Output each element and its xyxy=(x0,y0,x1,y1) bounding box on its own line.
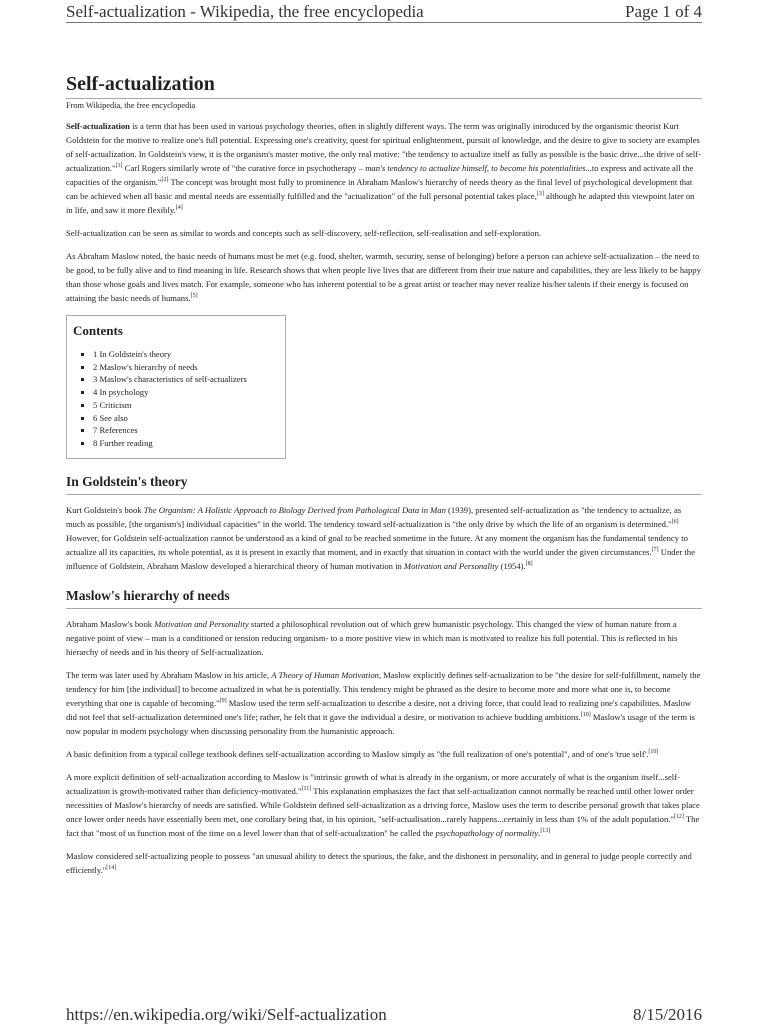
toc-item[interactable]: ▪ 3 Maslow's characteristics of self-actualizers xyxy=(93,373,279,386)
citation-link[interactable]: [13] xyxy=(540,827,551,834)
citation-link[interactable]: [14] xyxy=(106,864,117,871)
maslow-paragraph-4: A more explicit definition of self-actualization according to Maslow is "intrinsic growth of what is already in the organism, or more accurately of what is the organism itself...self-actualization is growth-motivated rather than deficiency-motivated."[11] This explanation emphasizes the fact that self-actualization cannot normally be reached until other lower order necessities of Maslow's hierarchy of needs are satisfied. While Goldstein defined self-actualization as a driving force, Maslow uses the term to describe personal growth that takes place once lower order needs have essentially been met, one corollary being that, in his opinion, "self-actualisation...rarely happens...certainly in less than 1% of the adult population."[12] The fact that "most of us function most of the time on a level lower than that of self-actualization" he called the psychopathology of normality.[13] xyxy=(66,771,700,838)
header-page-number: Page 1 of 4 xyxy=(625,2,702,21)
footer-date: 8/15/2016 xyxy=(633,1005,702,1024)
citation-link[interactable]: [11] xyxy=(301,785,312,792)
article-body xyxy=(66,72,702,886)
toc-item[interactable]: ▪ 1 In Goldstein's theory xyxy=(93,348,279,361)
section-heading-maslow: Maslow's hierarchy of needs xyxy=(66,587,702,609)
citation-link[interactable]: [7] xyxy=(651,546,659,553)
page-header xyxy=(66,2,702,23)
citation-link[interactable]: [9] xyxy=(219,697,227,704)
toc-list xyxy=(73,348,279,450)
citation-link[interactable]: [2] xyxy=(161,177,169,184)
article-source: From Wikipedia, the free encyclopedia xyxy=(66,101,196,110)
citation-link[interactable]: [4] xyxy=(175,205,183,212)
maslow-paragraph-5: Maslow considered self-actualizing people to possess "an unusual ability to detect the spurious, the fake, and the dishonest in personality, and in general to judge people correctly and efficiently."[14] xyxy=(66,850,692,875)
maslow-paragraph-2: The term was later used by Abraham Maslow in his article, A Theory of Human Motivation, Maslow explicitly defines self-actualization to be "the desire for self-fulfillment, namely the tendency for him [the individual] to become actualized in what he is potentially. This tendency might be phrased as the desire to become more and more what one is, to become everything that one is capable of becoming."[9] Maslow used the term self-actualization to describe a desire, not a driving force, that could lead to realizing one's capabilities. Maslow did not feel that self-actualization determined one's life; rather, he felt that it gave the individual a desire, or motivation to achieve budding ambitions.[10] Maslow's usage of the term is now popular in modern psychology when discussing personality from the humanistic approach. xyxy=(66,669,701,736)
toc-title: Contents xyxy=(73,323,123,338)
goldstein-paragraph: Kurt Goldstein's book The Organism: A Holistic Approach to Biology Derived from Pathological Data in Man (1939), presented self-actualization as "the tendency to actualize, as much as possible, [the organism's] individual capacities" in the world. The tendency toward self-actualization is "the only drive by which the life of an organism is determined."[6] However, for Goldstein self-actualization cannot be understood as a kind of goal to be reached sometime in the future. At any moment the organism has the fundamental tendency to actualize all its capacities, its whole potential, as it is present in exactly that moment, and in exactly that situation in contact with the world under the given circumstances.[7] Under the influence of Goldstein, Abraham Maslow developed a hierarchical theory of human motivation in Motivation and Personality (1954).[8] xyxy=(66,504,695,571)
citation-link[interactable]: [10] xyxy=(580,711,591,718)
toc-item[interactable]: ▪ 2 Maslow's hierarchy of needs xyxy=(93,361,279,374)
header-title: Self-actualization - Wikipedia, the free encyclopedia xyxy=(66,2,424,21)
toc-item[interactable]: ▪ 4 In psychology xyxy=(93,386,279,399)
footer-url[interactable]: https://en.wikipedia.org/wiki/Self-actualization xyxy=(66,1005,387,1024)
intro-term: Self-actualization xyxy=(66,121,130,131)
toc-item[interactable]: ▪ 5 Criticism xyxy=(93,399,279,412)
citation-link[interactable]: [6] xyxy=(671,518,679,525)
intro-paragraph-3: As Abraham Maslow noted, the basic needs of humans must be met (e.g. food, shelter, warmth, security, sense of belonging) before a person can achieve self-actualization – the need to be good, to be fully alive and to find meaning in life. Research shows that when people live lives that are different from their true nature and capabilities, they are less likely to be happy than those whose goals and lives match. For example, someone who has inherent potential to be a great artist or teacher may never realize his/her talents if their energy is focused on attaining the basic needs of humans.[5] xyxy=(66,251,701,303)
toc-item[interactable]: ▪ 8 Further reading xyxy=(93,437,279,450)
citation-link[interactable]: [1] xyxy=(115,163,123,170)
toc-item[interactable]: ▪ 6 See also xyxy=(93,412,279,425)
maslow-paragraph-3: A basic definition from a typical college textbook defines self-actualization according to Maslow simply as "the full realization of one's potential", and of one's 'true self'.[10] xyxy=(66,748,659,759)
page-title: Self-actualization xyxy=(66,72,702,99)
intro-paragraph-2: Self-actualization can be seen as similar to words and concepts such as self-discovery, self-reflection, self-realisation and self-exploration. xyxy=(66,228,542,238)
intro-paragraph-1: Self-actualization is a term that has been used in various psychology theories, often in slightly different ways. The term was originally introduced by the organismic theorist Kurt Goldstein for the motive to realize one's full potential. Expressing one's creativity, quest for spiritual enlightenment, pursuit of knowledge, and the desire to give to society are examples of self-actualization. In Goldstein's view, it is the organism's master motive, the only real motive: "the tendency to actualize itself as fully as possible is the basic drive...the drive of self-actualization."[1] Carl Rogers similarly wrote of "the curative force in psychotherapy – man's tendency to actualize himself, to become his potentialities...to express and activate all the capacities of the organism."[2] The concept was brought most fully to prominence in Abraham Maslow's hierarchy of needs theory as the final level of psychological development that can be achieved when all basic and mental needs are essentially fulfilled and the "actualization" of the full personal potential takes place,[3] although he adapted this viewpoint later on in life, and saw it more flexibly.[4] xyxy=(66,121,701,215)
toc-item[interactable]: ▪ 7 References xyxy=(93,424,279,437)
citation-link[interactable]: [12] xyxy=(673,813,684,820)
table-of-contents xyxy=(66,315,286,459)
citation-link[interactable]: [3] xyxy=(536,191,544,198)
citation-link[interactable]: [10] xyxy=(648,748,659,755)
maslow-paragraph-1: Abraham Maslow's book Motivation and Personality started a philosophical revolution out of which grew humanistic psychology. This changed the view of human nature from a negative point of view – man is a conditioned or tension reducing organism- to a more positive view in which man is motivated to realize his full potential. This is reflected in his hierarchy of needs and in his theory of Self-actualization. xyxy=(66,618,678,657)
section-heading-goldstein: In Goldstein's theory xyxy=(66,473,702,495)
citation-link[interactable]: [8] xyxy=(525,560,533,567)
citation-link[interactable]: [5] xyxy=(190,293,198,300)
